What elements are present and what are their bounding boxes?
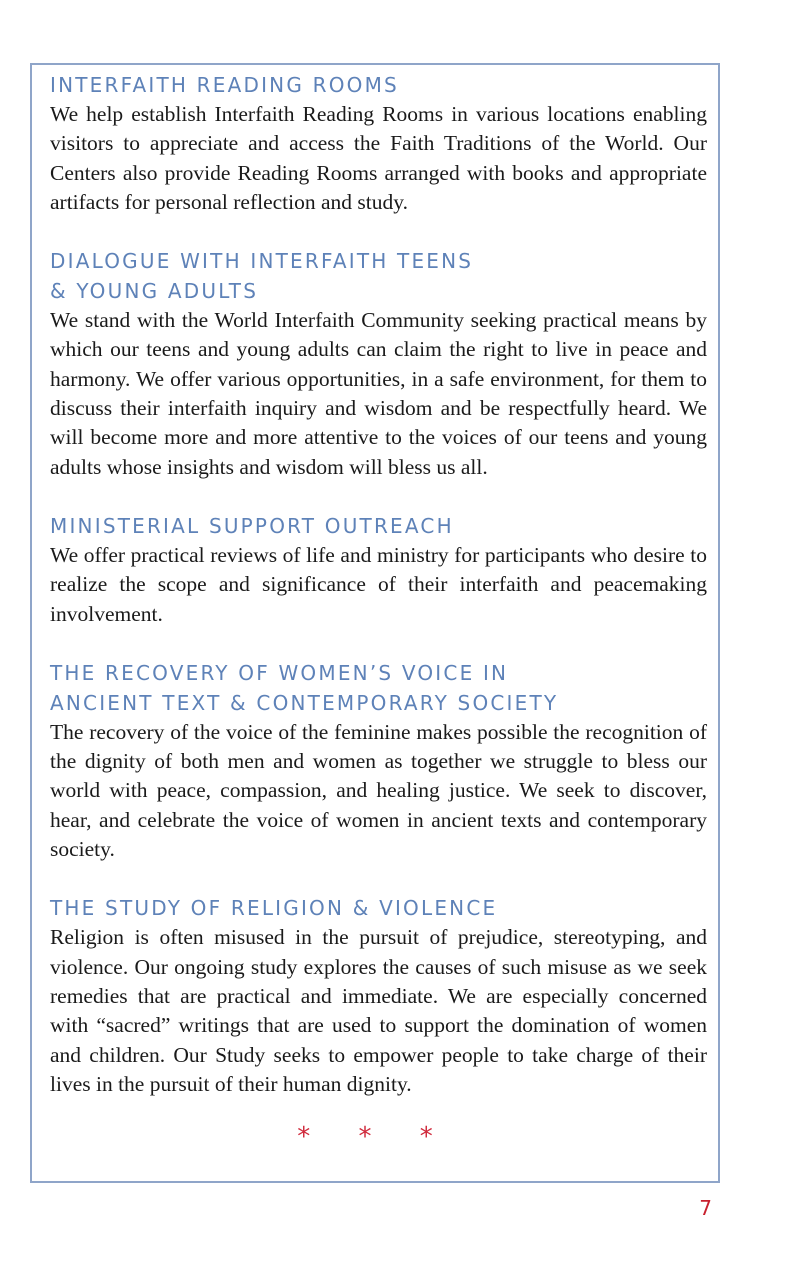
section-dialogue-teens [50, 246, 707, 482]
heading-line: MINISTERIAL SUPPORT OUTREACH [50, 513, 454, 538]
section-body: We offer practical reviews of life and ministry for participants who desire to realize the scope and significance of their interfaith and peacemaking involvement. [50, 542, 707, 626]
section-divider-stars: * * * [297, 1122, 453, 1152]
heading-line: DIALOGUE WITH INTERFAITH TEENS [50, 249, 474, 274]
heading-line: INTERFAITH READING ROOMS [50, 73, 399, 97]
page-content [50, 70, 707, 1128]
heading-line: THE RECOVERY OF WOMEN’S VOICE IN [50, 660, 509, 685]
section-heading [50, 511, 707, 541]
section-heading [50, 70, 707, 100]
section-interfaith-reading-rooms [50, 70, 707, 217]
section-ministerial-support [50, 511, 707, 629]
section-heading [50, 893, 707, 923]
section-body: We help establish Interfaith Reading Rooms in various locations enabling visitors to appreciate and access the Faith Traditions of the World. Our Centers also provide Reading Rooms arranged with books and appropriate artifacts for personal reflection and study. [50, 102, 707, 214]
section-heading [50, 246, 707, 306]
section-religion-violence [50, 893, 707, 1099]
section-body: Religion is often misused in the pursuit of prejudice, stereotyping, and violence. Our ongoing study explores the causes of such misuse as we seek remedies that are practical and immediate. We are especially concerned with “sacred” writings that are used to support the domination of women and children. Our Study seeks to empower people to take charge of their lives in the pursuit of their human dignity. [50, 925, 707, 1096]
heading-line: & YOUNG ADULTS [50, 279, 259, 304]
page-number: 7 [699, 1196, 712, 1220]
section-body: The recovery of the voice of the feminine makes possible the recognition of the dignity of both men and women as together we struggle to bless our world with peace, compassion, and healing justice. We seek to discover, hear, and celebrate the voice of women in ancient texts and contemporary society. [50, 719, 707, 862]
section-body: We stand with the World Interfaith Community seeking practical means by which our teens and young adults can claim the right to live in peace and harmony. We offer various opportunities, in a safe environment, for them to discuss their interfaith inquiry and wisdom and be respectfully heard. We will become more and more attentive to the voices of our teens and young adults whose insights and wisdom will bless us all. [50, 308, 707, 479]
section-womens-voice [50, 658, 707, 864]
section-heading [50, 658, 707, 718]
heading-line: THE STUDY OF RELIGION & VIOLENCE [50, 896, 498, 921]
heading-line: ANCIENT TEXT & CONTEMPORARY SOCIETY [50, 690, 559, 715]
